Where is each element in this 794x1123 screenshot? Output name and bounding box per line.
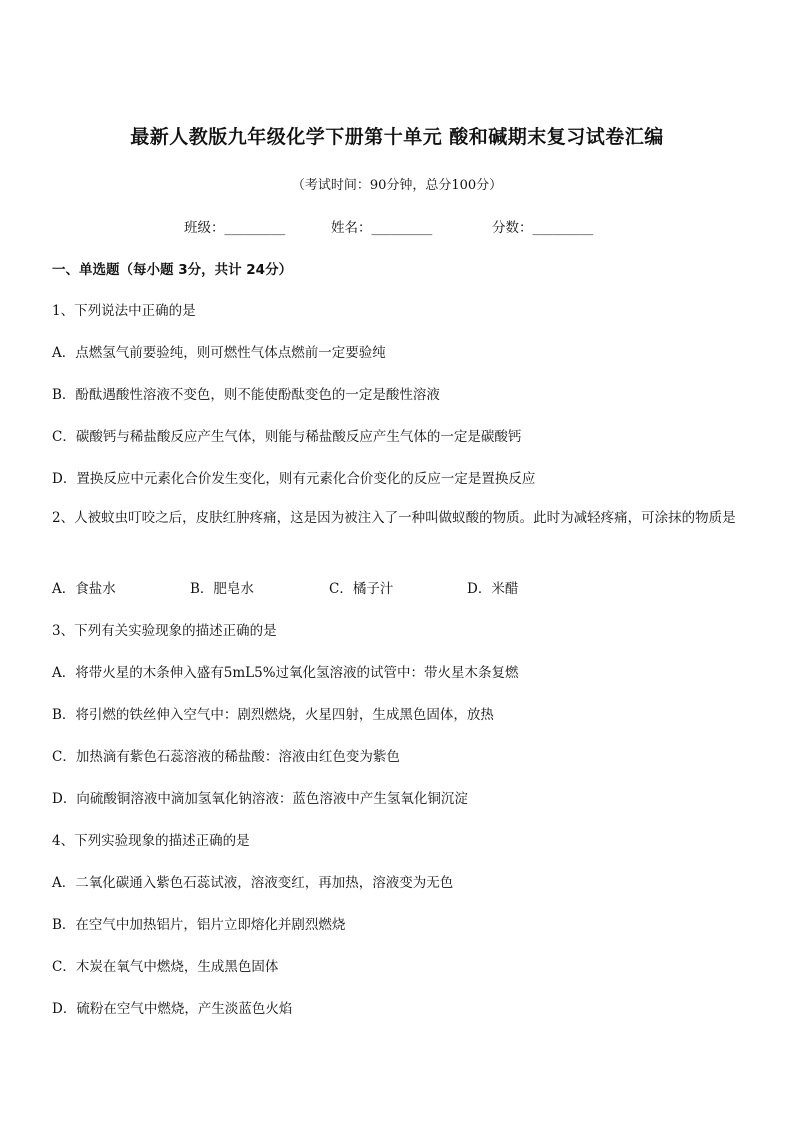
question-option[interactable]: B．将引燃的铁丝伸入空气中：剧烈燃烧，火星四射，生成黑色固体，放热 [52,707,494,723]
question-option[interactable]: D．向硫酸铜溶液中滴加氢氧化钠溶液：蓝色溶液中产生氢氧化铜沉淀 [52,791,468,807]
score-field[interactable]: 分数：_________ [492,220,594,236]
question-option[interactable]: D．置换反应中元素化合价发生变化，则有元素化合价变化的反应一定是置换反应 [52,471,536,487]
question-stem: 2、人被蚊虫叮咬之后，皮肤红肿疼痛，这是因为被注入了一种叫做蚁酸的物质。此时为减轻疼痛，可涂抹的物质是 [52,510,736,526]
question-option[interactable]: C．橘子汁 [329,581,394,597]
question-stem: 4、下列实验现象的描述正确的是 [52,833,250,849]
exam-time-note: （考试时间：90分钟，总分100分） [291,178,503,193]
class-field[interactable]: 班级：_________ [184,220,286,236]
question-option[interactable]: A．食盐水 [52,581,116,597]
question-option[interactable]: C．木炭在氧气中燃烧，生成黑色固体 [52,959,279,975]
question-option[interactable]: D．硫粉在空气中燃烧，产生淡蓝色火焰 [52,1001,293,1017]
question-option[interactable]: A．将带火星的木条伸入盛有5mL5%过氧化氢溶液的试管中：带火星木条复燃 [52,665,519,681]
question-stem: 3、下列有关实验现象的描述正确的是 [52,623,277,639]
question-option[interactable]: B．酚酞遇酸性溶液不变色，则不能使酚酞变色的一定是酸性溶液 [52,387,440,403]
question-option[interactable]: D．米醋 [467,581,519,597]
name-field[interactable]: 姓名：_________ [331,220,433,236]
question-option[interactable]: C．碳酸钙与稀盐酸反应产生气体，则能与稀盐酸反应产生气体的一定是碳酸钙 [52,429,522,445]
section-heading: 一、单选题（每小题 3分，共计 24分） [52,262,293,278]
question-option[interactable]: B．在空气中加热铝片，铝片立即熔化并剧烈燃烧 [52,917,346,933]
page-title: 最新人教版九年级化学下册第十单元 酸和碱期末复习试卷汇编 [130,126,664,148]
question-option[interactable]: B．肥皂水 [190,581,254,597]
question-stem: 1、下列说法中正确的是 [52,303,196,319]
question-option[interactable]: C．加热滴有紫色石蕊溶液的稀盐酸：溶液由红色变为紫色 [52,749,400,765]
question-option[interactable]: A．点燃氢气前要验纯，则可燃性气体点燃前一定要验纯 [52,345,386,361]
question-option[interactable]: A．二氧化碳通入紫色石蕊试液，溶液变红，再加热，溶液变为无色 [52,875,454,891]
